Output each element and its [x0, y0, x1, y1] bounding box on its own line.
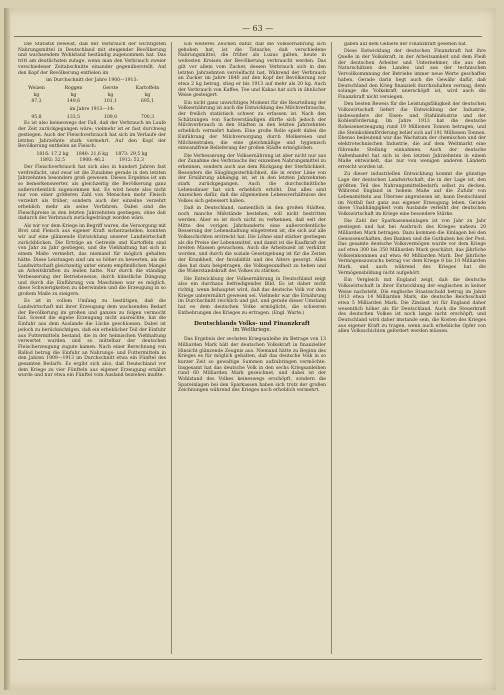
- year-value: 1816: 17,2 kg: [36, 151, 69, 157]
- year-value: 1900: 46,2: [79, 158, 105, 164]
- column-2: [178, 42, 326, 654]
- table-cell: 95,8: [31, 114, 42, 120]
- column-divider: [171, 42, 172, 654]
- paragraph: Ein nicht ganz unwichtiges Moment für die Beurteilung der Volksernährung ist auch die Entwicklung des Milchverbrauchs, der freilich statistisch schwer zu erfassen ist. Nach den Schätzungen von Sachverständigen dürfte sich jedoch der Milchverbrauch in den Städten in den letzten Jahrzehnten erheblich vermehrt haben. Eine große Rolle spielt dabei die Einführung der Milchversorgung durch Molkereien und Milchzentralen, die eine gleichmäßige und hygienisch einwandfreie Belieferung der großen Städte ermöglichen.: [178, 100, 326, 152]
- table-heading: im Durchschnitt der Jahre 1900—1913:: [46, 78, 138, 84]
- column-divider: [331, 42, 332, 654]
- section-title: Deutschlands Volks- und Finanzkraft: [194, 321, 310, 328]
- section-subtitle: im Weltkriege.: [232, 327, 272, 334]
- table-row-label: im Jahre 1913—14:: [69, 107, 115, 113]
- table-row: [18, 99, 166, 105]
- table-cell: 149,6: [66, 99, 81, 105]
- paragraph: Die Entwicklung der Volksernährung in Deutschland zeigt also ein durchaus befriedigendes Bild. Es ist daher nicht richtig, wenn behauptet wird, daß das deutsche Volk vor dem Kriege unterernährt gewesen sei. Vielmehr war die Ernährung im Durchschnitt reichlich und gut, und gerade dieser Umstand hat es dem deutschen Volke ermöglicht, die schweren Entbehrungen des Krieges zu ertragen. (Engl. Warte.): [178, 276, 326, 316]
- column-1: [18, 42, 166, 654]
- table-cell: 695,1: [140, 99, 155, 105]
- paragraph: Die Statistik beweist, daß der Verbrauch der wichtigsten Nahrungsmittel in Deutschland mit steigender Bevölkerung und wachsendem Wohlstand beständig zugenommen hat. Das tritt am deutlichsten zutage, wenn man den Verbrauch zweier verschiedener Zeitabschnitte einander gegenüberstellt. Auf den Kopf der Bevölkerung entfielen im: [18, 42, 166, 76]
- table-col-header: Gerste: [102, 85, 119, 91]
- table-cell: 700,3: [140, 114, 155, 120]
- table-cell: 133,5: [66, 114, 81, 120]
- footer-rule: [18, 659, 482, 660]
- table-unit: kg: [70, 92, 77, 98]
- table-unit: kg: [33, 92, 40, 98]
- table-unit: kg: [107, 92, 114, 98]
- table-col-header: Weizen: [28, 85, 45, 91]
- paragraph: Die Zahl der Sparkasseneinlagen ist von Jahr zu Jahr gestiegen und hat bei Ausbruch des Krieges nahezu 20 Milliarden Mark betragen. Dazu kommen die Einlagen bei den Genossenschaften, den Banken und die Guthaben bei der Post. Das gesamte deutsche Volksvermögen wurde vor dem Kriege auf etwa 300 bis 350 Milliarden Mark geschätzt, das jährliche Volkseinkommen auf etwa 40 Milliarden Mark. Der jährliche Vermögenszuwachs betrug vor dem Kriege 8 bis 10 Milliarden Mark, und auch während des Krieges hat die Vermögensbildung nicht aufgehört.: [338, 219, 486, 276]
- table-cell: 87,3: [31, 99, 42, 105]
- table-cell: 109,0: [103, 114, 118, 120]
- binding-gutter: [4, 8, 10, 690]
- consumption-table-header: [18, 86, 166, 92]
- table-cell: 101,1: [103, 99, 118, 105]
- paragraph: Den besten Beweis für die Leistungsfähigkeit der deutschen Volkswirtschaft liefert die Entwicklung der Industrie, insbesondere der Eisen- und Stahlindustrie und der Kohlenförderung. Im Jahre 1913 hat die deutsche Roheisenerzeugung rund 19 Millionen Tonnen betragen, und die Steinkohlenförderung belief sich auf 191 Millionen Tonnen. Ebenso bedeutend war das Wachstum der chemischen und der elektrotechnischen Industrie, die auf dem Weltmarkt eine führende Stellung einnahmen. Auch der deutsche Außenhandel hat sich in den letzten Jahrzehnten in einem Maße entwickelt, das nur von wenigen anderen Ländern erreicht worden ist.: [338, 102, 486, 170]
- year-value: 1840: 21,6 kg: [75, 151, 109, 157]
- newspaper-page: [4, 8, 496, 690]
- year-value: 1912: 52,3: [118, 158, 144, 164]
- paragraph: Diese Entwicklung der deutschen Finanzkraft hat ihre Quelle in der Volkskraft, in der Arbeitsamkeit und dem Fleiß der deutschen Arbeiter und Unternehmer, die aus den Naturschätzen des Landes und aus der technischen Vervollkommnung der Betriebe immer neue Werte geschaffen haben. Gerade darin liegt auch die Gewähr dafür, daß Deutschland den Krieg finanziell durchzuhalten vermag, denn solange die Volkskraft unerschöpft ist, wird auch die Finanzkraft nicht versiegen.: [338, 49, 486, 100]
- meat-years-row: [33, 158, 151, 164]
- paragraph: Es ist also keineswegs der Fall, daß der Verbrauch im Laufe der Zeit zurückgegangen wäre; vielmehr ist er fast durchweg gestiegen. Auch der Fleischverbrauch hat sich im Verlaufe der letzten Jahrzehnte stark vermehrt. Auf den Kopf der Bevölkerung entfielen an Fleisch:: [18, 121, 166, 150]
- paragraph: Daß in Deutschland, namentlich in den großen Städten, noch manche Mißstände bestehen, soll nicht bestritten werden. Aber es ist doch nicht zu verkennen, daß seit der Mitte des vorigen Jahrhunderts eine außerordentliche Besserung der Lebenshaltung eingetreten ist, die sich auf alle Volksschichten erstreckt hat. Die Löhne sind stärker gestiegen als die Preise der Lebensmittel, und damit ist die Kaufkraft der breiten Massen gewachsen. Auch die Arbeitszeit ist verkürzt worden, und durch die soziale Gesetzgebung ist für die Zeiten der Krankheit, der Invalidität und des Alters gesorgt. Alles dies hat dazu beigetragen, die Volksgesundheit zu heben und die Widerstandskraft des Volkes zu stärken.: [178, 206, 326, 275]
- year-value: 1892: 32,5: [40, 158, 65, 164]
- table-unit: kg: [144, 92, 151, 98]
- page-number: — 63 —: [242, 24, 274, 33]
- paragraph: Der Fleischverbrauch hat sich also in hundert Jahren fast verdreifacht, und zwar ist die Zunahme gerade in den letzten Jahrzehnten besonders groß gewesen. Dieses Ergebnis ist um so bemerkenswerter, als gleichzeitig die Bevölkerung ganz außerordentlich zugenommen hat. Es wird heute also nicht nur von einer größeren Zahl von Menschen mehr Fleisch verzehrt als früher, sondern auch der einzelne verzehrt erheblich mehr als seine Vorfahren. Dabei sind die Fleischpreise in den letzten Jahrzehnten gestiegen, ohne daß dadurch der Verbrauch zurückgedrängt worden wäre.: [18, 164, 166, 222]
- table-col-header: Kartoffeln: [135, 85, 160, 91]
- meat-years-row: [33, 152, 151, 158]
- paragraph: Die Verbesserung der Volksernährung ist aber nicht nur aus der Zunahme des Verbrauchs der einzelnen Nahrungsmittel zu erkennen, sondern auch aus dem Rückgang der Sterblichkeit. Besonders die Säuglingssterblichkeit, die in erster Linie von der Ernährung abhängig ist, ist in den letzten Jahrzehnten stark zurückgegangen. Auch die durchschnittliche Lebensdauer hat sich erheblich erhöht. Das alles sind Anzeichen dafür, daß die allgemeinen Lebensverhältnisse des Volkes sich gebessert haben.: [178, 153, 326, 205]
- consumption-table-units: [18, 93, 166, 99]
- paragraph: Als wir vor dem Kriege im Begriff waren, die Versorgung mit Brot und Fleisch aus eigener Kraft sicherzustellen, konnten wir auf eine glänzende Entwicklung unserer Landwirtschaft zurückblicken. Die Erträge an Getreide und Kartoffeln sind von Jahr zu Jahr gestiegen, und die Viehhaltung hat sich in einem Maße vermehrt, das niemand für möglich gehalten hätte. Diese Leistungen sind um so höher zu bewerten, als die Landwirtschaft gleichzeitig unter einem empfindlichen Mangel an Arbeitskräften zu leiden hatte. Nur durch die ständige Verbesserung der Betriebsweise, durch künstliche Düngung und durch die Einführung von Maschinen war es möglich, diese Schwierigkeiten zu überwinden und die Erzeugung in so großem Maße zu steigern.: [18, 223, 166, 298]
- header-rule: [14, 36, 482, 37]
- paragraph: gaben auf dem Gebiete der Finanzkraft gesehen hat.: [344, 42, 468, 47]
- year-value: 1873: 29,5 kg: [115, 151, 148, 157]
- paragraph: Das Ergebnis der sechsten Kriegsanleihe im Betrage von 13 Milliarden Mark hält der deutschen Volkskraft in finanzieller Hinsicht glänzende Zeugnis aus. Niemand hätte zu Beginn des Krieges es für möglich gehalten, daß das deutsche Volk in so kurzer Zeit so gewaltige Summen aufzubringen vermöchte. Insgesamt hat das deutsche Volk in den sechs Kriegsanleihen rund 60 Milliarden Mark gezeichnet, und dabei ist der Wohlstand des Volkes keineswegs erschöpft, sondern die Spareinlagen bei den Sparkassen haben sich trotz der großen Zeichnungen während des Krieges noch erheblich vermehrt.: [178, 337, 326, 394]
- table-col-header: Roggen: [64, 85, 83, 91]
- paragraph: Zu dieser industriellen Entwicklung kommt die günstige Lage der deutschen Landwirtschaft, die in der Lage ist, den größten Teil des Nahrungsmittelbedarfs selbst zu decken. Während England in hohem Maße auf die Zufuhr von Lebensmitteln aus Übersee angewiesen ist, kann Deutschland im Notfall fast ganz aus eigener Erzeugung leben. Gerade diese Unabhängigkeit vom Auslande verleiht der deutschen Volkswirtschaft im Kriege eine besondere Stärke.: [338, 172, 486, 218]
- column-3: [338, 42, 486, 654]
- paragraph: Ein weiteres Zeichen dafür, daß die Volksernährung sich gehoben hat, ist die Tatsache, daß verschiedene Nahrungsmittel, die früher als Luxus galten, heute in weitesten Kreisen der Bevölkerung verbraucht werden. Das gilt vor allem vom Zucker, dessen Verbrauch sich in den letzten Jahrzehnten vervielfacht hat. Während der Verbrauch an Zucker im Jahre 1840 auf den Kopf der Bevölkerung nur etwa 2 kg betrug, stieg er bis 1913 auf mehr als 20 kg. Auch der Verbrauch von Kaffee, Tee und Kakao hat sich in ähnlicher Weise gesteigert.: [178, 42, 326, 99]
- table-row: [18, 115, 166, 121]
- paragraph: Es ist in vollem Umfang zu bestätigen, daß die Landwirtschaft mit ihrer Erzeugung dem wachsenden Bedarf der Bevölkerung im großen und ganzen zu folgen vermocht hat. Soweit die eigene Erzeugung nicht ausreichte, hat die Einfuhr aus dem Auslande die Lücke geschlossen. Dabei ist jedoch zu berücksichtigen, daß ein erheblicher Teil der Einfuhr aus Futtermitteln bestand, die in der heimischen Viehhaltung verwertet wurden und so mittelbar der deutschen Fleischerzeugung zugute kamen. Nach einer Berechnung von Ballod betrug die Einfuhr an Nahrungs- und Futtermitteln in den Jahren 1909—1913 im Durchschnitt etwa ein Fünftel des gesamten Bedarfs. Es ergibt sich also, daß Deutschland vor dem Kriege zu vier Fünfteln aus eigener Erzeugung ernährt wurde und nur etwa ein Fünftel vom Ausland beziehen mußte.: [18, 299, 166, 379]
- paragraph: Ein Vergleich mit England zeigt, daß die deutsche Volkswirtschaft in ihrer Entwicklung der englischen in keiner Weise nachsteht. Die englische Staatsschuld betrug im Jahre 1913 etwa 14 Milliarden Mark, die deutsche Reichsschuld etwa 5 Milliarden Mark. Die Zinslast ist für England daher wesentlich höher als für Deutschland. Auch die Steuerkraft des deutschen Volkes ist noch lange nicht erschöpft, und Deutschland wird daher imstande sein, die Kosten des Krieges aus eigener Kraft zu tragen, wenn auch erhebliche Opfer von allen Volksschichten gefordert werden müssen.: [338, 278, 486, 335]
